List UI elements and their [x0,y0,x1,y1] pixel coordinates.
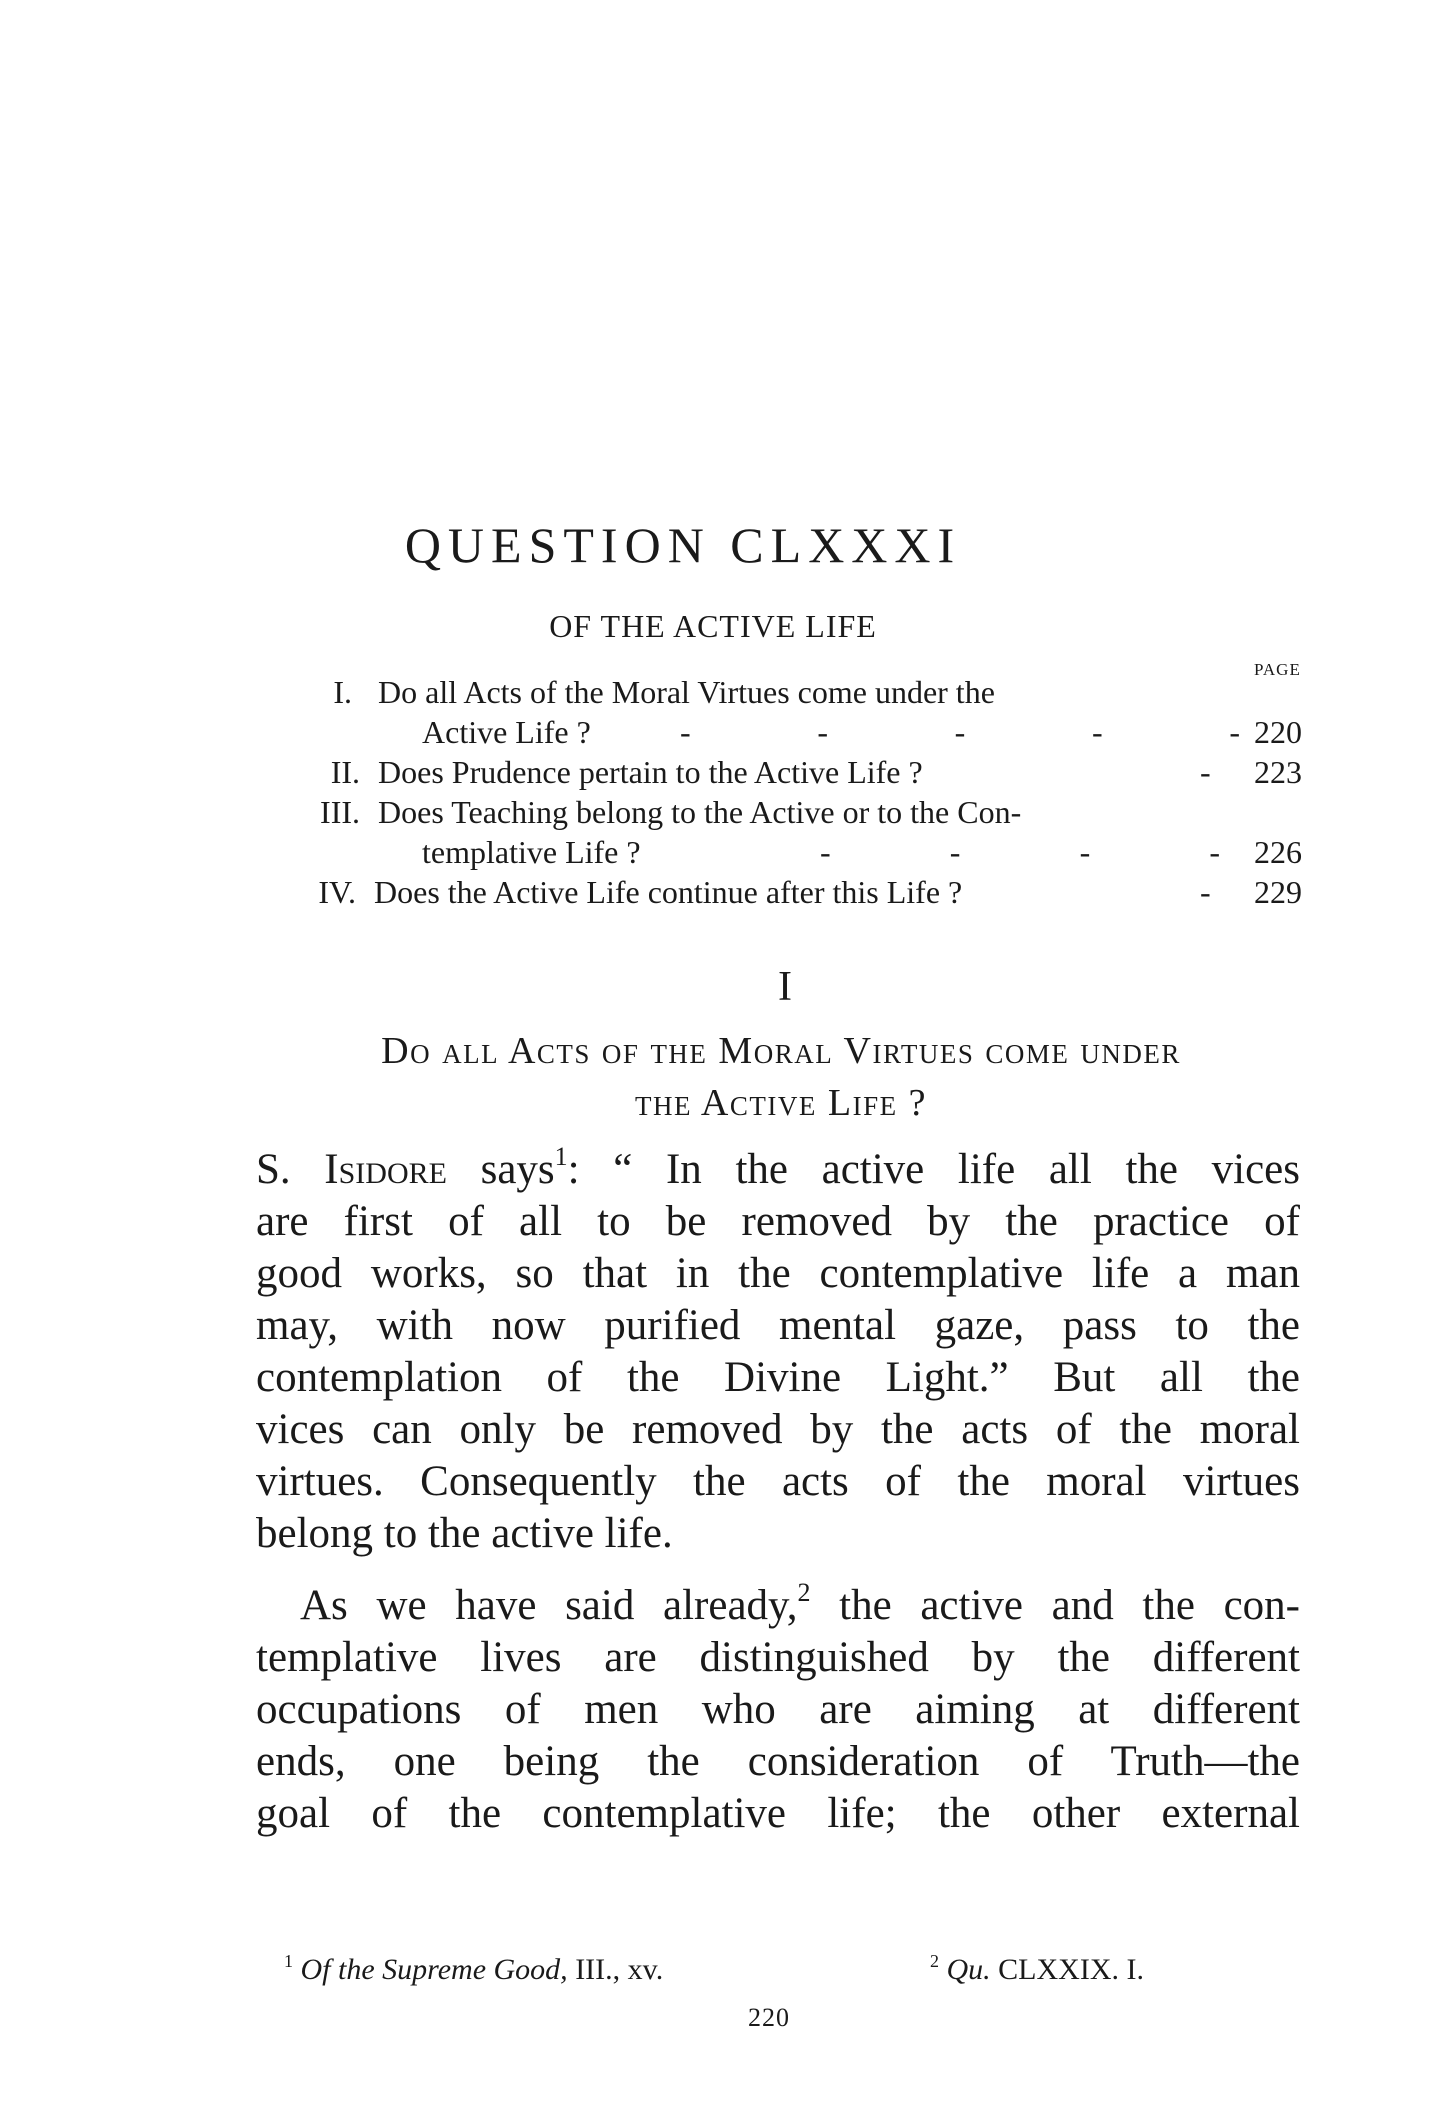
paragraph-line: S. Isidore says$^1$: “ In the active life all the vices [256,1142,1300,1193]
toc-entry-text: Does Prudence pertain to the Active Life ? [378,754,923,790]
footnote-ref: 2 [797,1578,811,1607]
toc-leader-dashes: - - - - [820,834,1220,870]
article-title-line-1: Do all Acts of the Moral Virtues come under [381,1030,1181,1072]
toc-entry-text: Does Teaching belong to the Active or to the Con- [378,794,1022,830]
page-column-header: PAGE [1254,660,1301,679]
paragraph-line: goal of the contemplative life; the other external [256,1790,1300,1837]
paragraph-line: are first of all to be removed by the practice of [256,1198,1300,1245]
paragraph-line: contemplation of the Divine Light.” But all the [256,1354,1300,1401]
article-number: I [778,964,792,1010]
toc-entry-number: IV. [318,874,356,910]
footnote-2: $^2$ Qu. CLXXIX. I. [930,1951,1144,1986]
toc-entry-text-continued: Active Life ? [422,714,591,750]
paragraph-line: ends, one being the consideration of Truth—the [256,1738,1300,1785]
footnote-1: $^1$ Of the Supreme Good, III., xv. [284,1951,664,1986]
paragraph-line: belong to the active life. [256,1510,673,1557]
article-title-line-2: the Active Life ? [635,1082,927,1124]
footnote-ref: 1 [554,1142,568,1171]
paragraph-line: vices can only be removed by the acts of the moral [256,1406,1300,1453]
paragraph-line: occupations of men who are aiming at different [256,1686,1300,1733]
article-title [256,1025,1306,1129]
paragraph-line: virtues. Consequently the acts of the moral virtues [256,1458,1300,1505]
toc-entry-text: Does the Active Life continue after this Life ? [374,874,963,910]
paragraph-line: As we have said already,$^2$ the active and the con- [300,1578,1300,1629]
toc-entry-number: I. [333,674,352,710]
toc-entry-text-continued: templative Life ? [422,834,641,870]
question-subtitle: OF THE ACTIVE LIFE [549,608,877,644]
toc-entry-page: 223 [1254,754,1302,790]
toc-entry-page: 226 [1254,834,1302,870]
toc-entry-number: II. [330,754,360,790]
toc-entry-page: 229 [1254,874,1302,910]
author-name: S. Isidore [256,1146,447,1193]
paragraph-line: templative lives are distinguished by the different [256,1634,1300,1681]
paragraph-1 [256,1144,1300,1560]
paragraph-line: may, with now purified mental gaze, pass to the [256,1302,1300,1349]
page-number: 220 [748,2003,790,2032]
paragraph-2 [256,1580,1300,1840]
toc-entry-page: 220 [1254,714,1302,750]
question-title: QUESTION CLXXXI [404,517,962,573]
toc-leader-dashes: - [1200,754,1211,790]
toc-entry-text: Do all Acts of the Moral Virtues come under the [378,674,995,710]
toc-leader-dashes: - [1200,874,1211,910]
toc-leader-dashes: - - - - - [680,714,1240,750]
footnote-mark: 1 [284,1951,293,1971]
footnote-mark: 2 [930,1951,939,1971]
paragraph-line: good works, so that in the contemplative life a man [256,1250,1300,1297]
toc-entry-number: III. [320,794,360,830]
